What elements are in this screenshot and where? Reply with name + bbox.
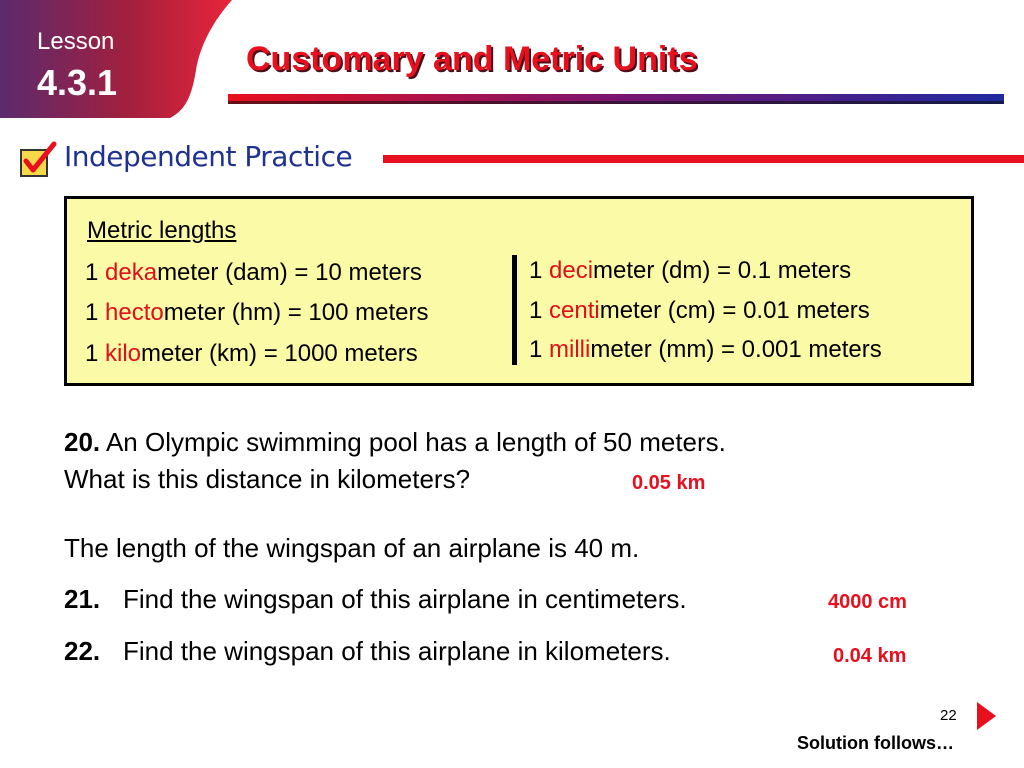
question-22: 22. [64, 636, 101, 666]
metric-row-kilo: 1 kilometer (km) = 1000 meters [85, 340, 418, 367]
answer-21: 4000 cm [828, 591, 907, 613]
solution-follows-label: Solution follows… [797, 733, 954, 753]
metric-row-deka: 1 dekameter (dam) = 10 meters [85, 259, 422, 286]
metric-row-deci: 1 decimeter (dm) = 0.1 meters [529, 257, 852, 284]
box-heading: Metric lengths [87, 217, 237, 244]
lesson-badge [0, 0, 232, 118]
question-22-text: Find the wingspan of this airplane in kilometers. [123, 636, 671, 666]
metric-row-hecto: 1 hectometer (hm) = 100 meters [85, 299, 429, 326]
section-underline [383, 154, 1024, 164]
question-20-line2: What is this distance in kilometers? [64, 464, 471, 494]
metric-row-milli: 1 millimeter (mm) = 0.001 meters [529, 336, 882, 363]
lesson-label: Lesson [37, 28, 115, 55]
wingspan-intro: The length of the wingspan of an airplane is 40 m. [64, 533, 640, 563]
checkbox-check-icon [18, 140, 58, 180]
question-21-text: Find the wingspan of this airplane in centimeters. [123, 584, 687, 614]
page-number: 22 [940, 707, 957, 724]
question-21: 21. [64, 584, 101, 614]
box-divider [512, 255, 517, 365]
title-underline [228, 94, 1004, 104]
next-arrow-icon[interactable] [974, 700, 998, 732]
section-heading: Independent Practice [64, 140, 353, 173]
metric-lengths-box [64, 196, 974, 386]
metric-row-centi: 1 centimeter (cm) = 0.01 meters [529, 297, 870, 324]
lesson-number: 4.3.1 [37, 62, 118, 103]
question-20-line1: 20. An Olympic swimming pool has a length of 50 meters. [64, 427, 726, 457]
answer-20: 0.05 km [632, 472, 706, 494]
page-title: Customary and Metric Units [246, 40, 698, 78]
answer-22: 0.04 km [833, 645, 907, 667]
